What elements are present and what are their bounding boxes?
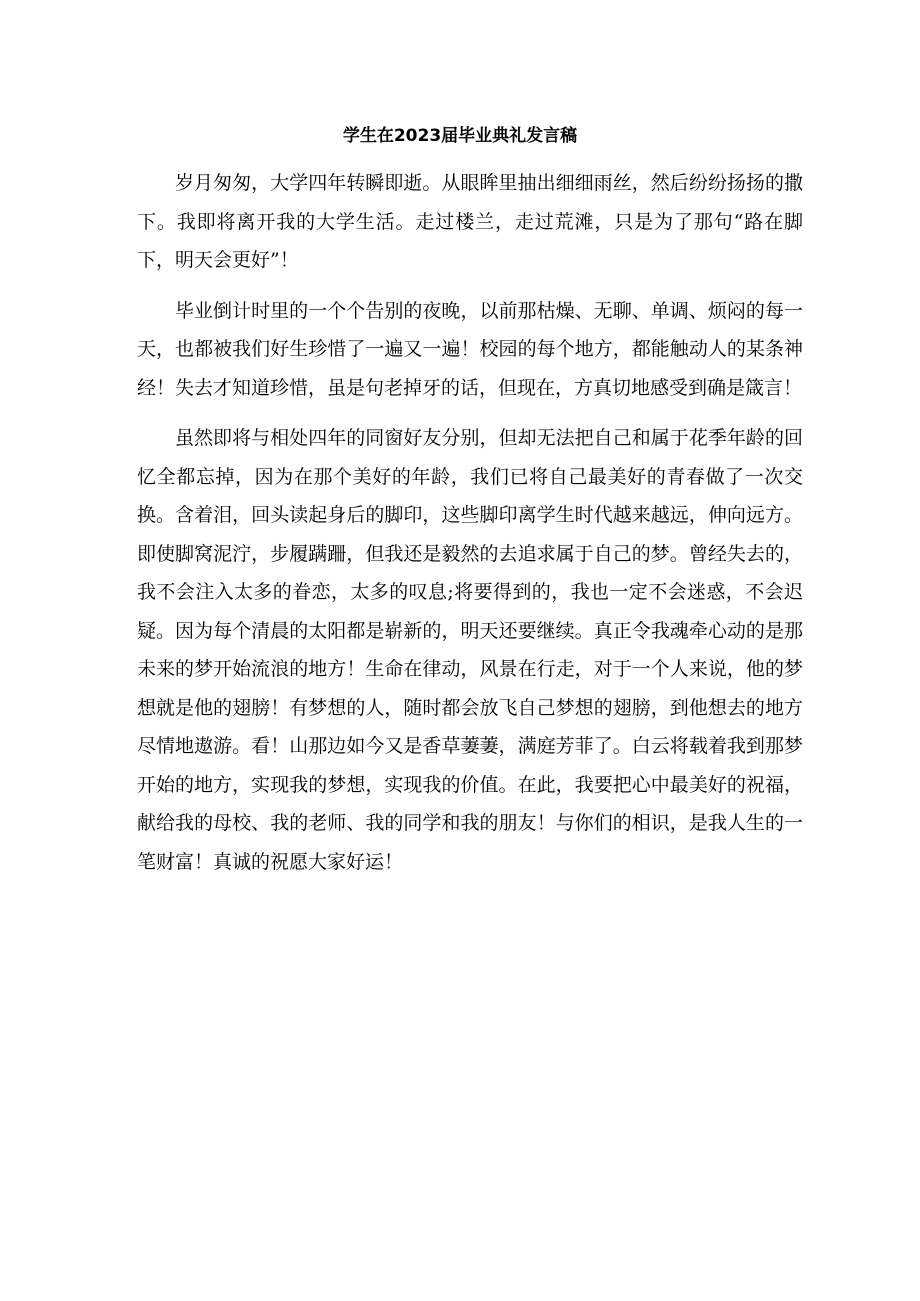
document-title: 学生在2023届毕业典礼发言稿: [342, 126, 578, 146]
paragraph-3: 虽然即将与相处四年的同窗好友分别，但却无法把自己和属于花季年龄的回忆全都忘掉，因为在那个美好的年龄，我们已将自己最美好的青春做了一次交换。含着泪，回头读起身后的脚印，这些脚印离学生时代越来越远，伸向远方。即使脚窝泥泞，步履蹒跚，但我还是毅然的去追求属于自己的梦。曾经失去的，我不会注入太多的眷恋，太多的叹息;将要得到的，我也一定不会迷惑，不会迟疑。因为每个清晨的太阳都是崭新的，明天还要继续。真正令我魂牵心动的是那未来的梦开始流浪的地方！生命在律动，风景在行走，对于一个人来说，他的梦想就是他的翅膀！有梦想的人，随时都会放飞自己梦想的翅膀，到他想去的地方尽情地遨游。看！山那边如今又是香草萋萋，满庭芳菲了。白云将载着我到那梦开始的地方，实现我的梦想，实现我的价值。在此，我要把心中最美好的祝福，献给我的母校、我的老师、我的同学和我的朋友！与你们的相识，是我人生的一笔财富！真诚的祝愿大家好运！: [137, 427, 803, 873]
document-body: [137, 164, 803, 881]
paragraph-2: 毕业倒计时里的一个个告别的夜晚，以前那枯燥、无聊、单调、烦闷的每一天，也都被我们好生珍惜了一遍又一遍！校园的每个地方，都能触动人的某条神经！失去才知道珍惜，虽是句老掉牙的话，但现在，方真切地感受到确是箴言！: [137, 299, 803, 399]
paragraph-1: 岁月匆匆，大学四年转瞬即逝。从眼眸里抽出细细雨丝，然后纷纷扬扬的撒下。我即将离开我的大学生活。走过楼兰，走过荒滩，只是为了那句“路在脚下，明天会更好”！: [137, 172, 803, 271]
